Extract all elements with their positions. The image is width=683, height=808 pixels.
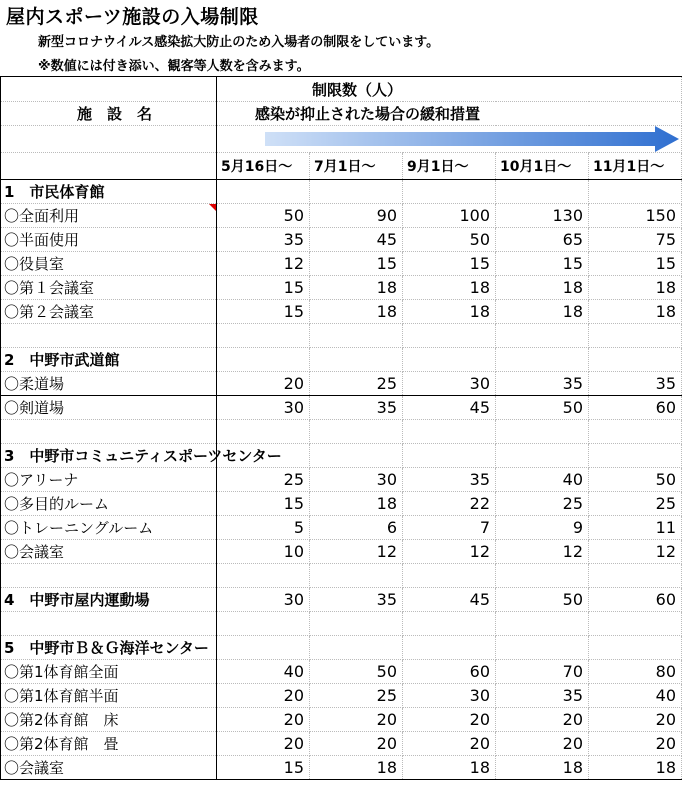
limit-value: [217, 612, 310, 636]
facility-name: 5 中野市Ｂ＆Ｇ海洋センター: [1, 636, 217, 660]
limit-value: 30: [310, 468, 403, 492]
limit-value: 18: [310, 300, 403, 324]
limit-value: [589, 612, 682, 636]
limit-value: 22: [403, 492, 496, 516]
limit-value: [496, 420, 589, 444]
facility-name: 〇剣道場: [1, 396, 217, 420]
limit-value: [496, 324, 589, 348]
limit-value: 25: [310, 372, 403, 396]
limit-value: [310, 348, 403, 372]
limit-value: 18: [403, 300, 496, 324]
limit-value: [403, 324, 496, 348]
table-row: [1, 540, 682, 564]
limit-value: [310, 324, 403, 348]
limit-value: 25: [310, 684, 403, 708]
limit-value: 20: [403, 732, 496, 756]
limit-header: [217, 77, 682, 102]
limit-value: 20: [310, 708, 403, 732]
limit-value: 15: [217, 276, 310, 300]
limit-value: 80: [589, 660, 682, 684]
table-row: [1, 756, 682, 780]
limit-value: 20: [589, 732, 682, 756]
limit-value: 60: [589, 588, 682, 612]
blank-row: [1, 612, 682, 636]
limit-value: [496, 564, 589, 588]
comment-marker-icon: [209, 204, 216, 211]
facility-name-header: 施 設 名: [1, 102, 217, 126]
limit-value: [589, 420, 682, 444]
limit-value: 18: [403, 756, 496, 780]
limit-value: 30: [217, 396, 310, 420]
facility-name: 〇第１会議室: [1, 276, 217, 300]
limit-value: 20: [310, 732, 403, 756]
limit-value: 15: [310, 252, 403, 276]
limit-value: [403, 420, 496, 444]
date-header: 10月1日～: [496, 153, 589, 180]
table-row: [1, 372, 682, 396]
facility-name: [1, 564, 217, 588]
limit-value: 12: [589, 540, 682, 564]
limit-value: 50: [310, 660, 403, 684]
limit-value: 18: [589, 276, 682, 300]
facility-name: 〇第1体育館全面: [1, 660, 217, 684]
limit-value: [589, 324, 682, 348]
facility-name: 〇第2体育館 畳: [1, 732, 217, 756]
relax-arrow-icon: [217, 126, 683, 153]
limit-value: 18: [310, 756, 403, 780]
table-row: [1, 300, 682, 324]
facility-name: 〇役員室: [1, 252, 217, 276]
blank-row: [1, 564, 682, 588]
table-row: [1, 252, 682, 276]
limit-value: 15: [496, 252, 589, 276]
table-row: [1, 516, 682, 540]
limit-value: [403, 444, 496, 468]
limit-value: 40: [589, 684, 682, 708]
limit-value: 15: [217, 756, 310, 780]
limit-value: [217, 324, 310, 348]
limit-value: 65: [496, 228, 589, 252]
limit-value: [217, 420, 310, 444]
limit-value: 50: [496, 588, 589, 612]
limit-value: 15: [403, 252, 496, 276]
limit-value: [496, 180, 589, 204]
limit-value: 130: [496, 204, 589, 228]
limit-value: 12: [217, 252, 310, 276]
limit-value: 18: [496, 276, 589, 300]
facility-name: 〇会議室: [1, 540, 217, 564]
section-row: [1, 348, 682, 372]
limit-value: [496, 612, 589, 636]
limit-value: 20: [217, 708, 310, 732]
facility-name: [1, 612, 217, 636]
limit-value: 60: [589, 396, 682, 420]
limit-value: [310, 564, 403, 588]
date-header: 5月16日～: [217, 153, 310, 180]
limit-value: [217, 636, 310, 660]
section-row: [1, 444, 682, 468]
limit-value: [589, 348, 682, 372]
limit-value: 18: [310, 276, 403, 300]
facility-name: 〇第２会議室: [1, 300, 217, 324]
facility-name: 2 中野市武道館: [1, 348, 217, 372]
limit-value: [589, 636, 682, 660]
limit-value: 70: [496, 660, 589, 684]
limit-value: 50: [217, 204, 310, 228]
limit-value: [589, 564, 682, 588]
limit-value: 12: [496, 540, 589, 564]
facility-name: 〇全面利用: [1, 204, 217, 228]
section-row: [1, 636, 682, 660]
limit-value: 5: [217, 516, 310, 540]
limit-value: 45: [403, 588, 496, 612]
limit-table: [0, 76, 682, 780]
limit-value: 40: [217, 660, 310, 684]
facility-name: [1, 420, 217, 444]
date-header: 7月1日～: [310, 153, 403, 180]
facility-name: 4 中野市屋内運動場: [1, 588, 217, 612]
limit-value: 50: [403, 228, 496, 252]
limit-value: [310, 420, 403, 444]
limit-value: 30: [217, 588, 310, 612]
limit-value: 35: [403, 468, 496, 492]
facility-name: 3 中野市コミュニティスポーツセンター: [1, 444, 217, 468]
facility-name: 〇多目的ルーム: [1, 492, 217, 516]
limit-value: 20: [217, 684, 310, 708]
table-row: [1, 228, 682, 252]
limit-value: 12: [310, 540, 403, 564]
limit-value: 100: [403, 204, 496, 228]
facility-name: [1, 324, 217, 348]
table-row: [1, 492, 682, 516]
facility-name: 〇第2体育館 床: [1, 708, 217, 732]
limit-value: 75: [589, 228, 682, 252]
limit-value: 15: [589, 252, 682, 276]
limit-value: 18: [496, 300, 589, 324]
facility-name: 〇トレーニングルーム: [1, 516, 217, 540]
facility-name: 〇半面使用: [1, 228, 217, 252]
limit-value: 25: [589, 492, 682, 516]
table-row: [1, 468, 682, 492]
limit-value: 18: [403, 276, 496, 300]
limit-value: 35: [217, 228, 310, 252]
limit-value: [310, 444, 403, 468]
limit-value: 30: [403, 372, 496, 396]
limit-value: 30: [403, 684, 496, 708]
limit-value: 25: [496, 492, 589, 516]
limit-value: [403, 636, 496, 660]
limit-value: 20: [589, 708, 682, 732]
limit-value: [496, 636, 589, 660]
limit-value: 18: [589, 756, 682, 780]
date-header: 9月1日～: [403, 153, 496, 180]
limit-value: 15: [217, 300, 310, 324]
limit-value: 6: [310, 516, 403, 540]
limit-value: 15: [217, 492, 310, 516]
page-title: 屋内スポーツ施設の入場制限: [6, 6, 259, 28]
limit-value: 45: [403, 396, 496, 420]
relax-header: [217, 102, 682, 126]
table-row: [1, 204, 682, 228]
limit-value: 35: [496, 684, 589, 708]
limit-value: [403, 180, 496, 204]
limit-value: [310, 180, 403, 204]
limit-value: 25: [217, 468, 310, 492]
limit-value: [310, 612, 403, 636]
limit-value: 9: [496, 516, 589, 540]
limit-value: 35: [589, 372, 682, 396]
facility-name: 〇アリーナ: [1, 468, 217, 492]
facility-name: 1 市民体育館: [1, 180, 217, 204]
limit-value: [310, 636, 403, 660]
limit-value: 90: [310, 204, 403, 228]
limit-value: 18: [310, 492, 403, 516]
relax-arrow-cell: [217, 126, 682, 153]
note-text: 新型コロナウイルス感染拡大防止のため入場者の制限をしています。: [38, 35, 440, 50]
limit-value: [217, 564, 310, 588]
limit-value: 35: [310, 396, 403, 420]
blank-row: [1, 420, 682, 444]
table-row: [1, 396, 682, 420]
limit-value: 20: [496, 708, 589, 732]
limit-value: [217, 348, 310, 372]
limit-value: [403, 348, 496, 372]
table-row: [1, 684, 682, 708]
facility-header-cell: [1, 77, 217, 102]
limit-value: 60: [403, 660, 496, 684]
relax-label: 感染が抑止された場合の緩和措置: [255, 105, 481, 123]
table-row: [1, 276, 682, 300]
limit-value: [217, 180, 310, 204]
limit-value: [403, 564, 496, 588]
limit-value: 40: [496, 468, 589, 492]
limit-value: 150: [589, 204, 682, 228]
limit-value: 50: [496, 396, 589, 420]
limit-value: 20: [496, 732, 589, 756]
limit-value: 12: [403, 540, 496, 564]
table-row: [1, 708, 682, 732]
limit-value: [496, 348, 589, 372]
facility-name: 〇会議室: [1, 756, 217, 780]
note-text: ※数値には付き添い、観客等人数を含みます。: [38, 59, 310, 74]
limit-value: 20: [403, 708, 496, 732]
facility-name: 〇柔道場: [1, 372, 217, 396]
limit-value: [403, 612, 496, 636]
blank-row: [1, 324, 682, 348]
limit-value: 35: [310, 588, 403, 612]
limit-value: 45: [310, 228, 403, 252]
section-row: [1, 588, 682, 612]
limit-value: 18: [496, 756, 589, 780]
limit-value: 18: [589, 300, 682, 324]
facility-name: 〇第1体育館半面: [1, 684, 217, 708]
limit-value: 50: [589, 468, 682, 492]
limit-label: 制限数（人）: [312, 80, 403, 99]
section-row: [1, 180, 682, 204]
limit-value: 10: [217, 540, 310, 564]
limit-value: 20: [217, 372, 310, 396]
limit-value: [589, 444, 682, 468]
limit-value: [589, 180, 682, 204]
limit-value: 11: [589, 516, 682, 540]
limit-value: 35: [496, 372, 589, 396]
table-row: [1, 732, 682, 756]
table-row: [1, 660, 682, 684]
limit-value: [496, 444, 589, 468]
date-header: 11月1日～: [589, 153, 682, 180]
limit-value: 20: [217, 732, 310, 756]
limit-value: 7: [403, 516, 496, 540]
